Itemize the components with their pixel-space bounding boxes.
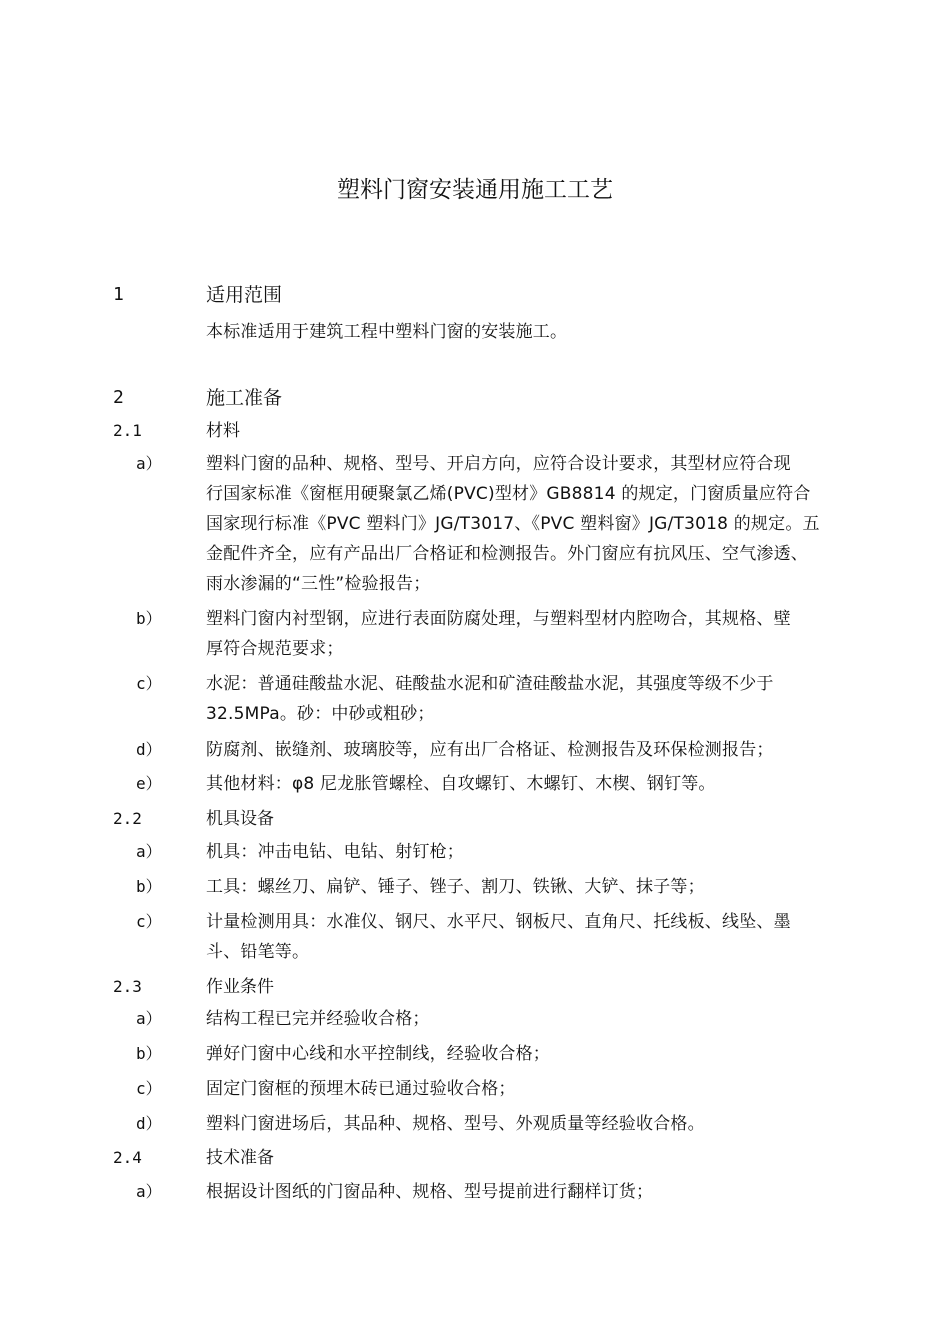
list-item-text (206, 769, 874, 799)
list-item-text (206, 1109, 874, 1139)
list-item-text (206, 1039, 874, 1069)
subsection-heading: 技术准备 (206, 1148, 274, 1168)
text-line: 弹好门窗中心线和水平控制线，经验收合格； (206, 1044, 550, 1064)
paragraph: 本标准适用于建筑工程中塑料门窗的安装施工。 (206, 322, 568, 342)
text-line: 雨水渗漏的“三性”检验报告； (206, 574, 431, 594)
subsection-number: 2.4 (113, 1148, 142, 1167)
text-line: 固定门窗框的预埋木砖已通过验收合格； (206, 1079, 516, 1099)
list-item-label: a） (136, 1182, 162, 1201)
text-line: 斗、铅笔等。 (206, 942, 310, 962)
list-item-text (206, 1177, 874, 1207)
text-line: 厚符合规范要求； (206, 639, 344, 659)
list-item-label: e） (136, 774, 162, 793)
section-number: 2 (113, 387, 124, 408)
list-item-label: a） (136, 1009, 162, 1028)
text-line: 国家现行标准《PVC 塑料门》JG/T3017、《PVC 塑料窗》JG/T3018 的规定。五 (206, 514, 820, 534)
section-heading: 施工准备 (206, 387, 283, 409)
list-item-label: d） (136, 1114, 162, 1133)
text-line: 机具：冲击电钻、电钻、射钉枪； (206, 842, 464, 862)
text-line: 塑料门窗的品种、规格、型号、开启方向，应符合设计要求，其型材应符合现 (206, 454, 791, 474)
subsection-heading: 机具设备 (206, 809, 274, 829)
list-item-text (206, 449, 874, 599)
subsection-number: 2.2 (113, 809, 142, 828)
list-item-text (206, 735, 874, 765)
list-item-text (206, 669, 874, 729)
list-item-label: c） (136, 674, 162, 693)
subsection-number: 2.1 (113, 421, 142, 440)
text-line: 其他材料：φ8 尼龙胀管螺栓、自攻螺钉、木螺钉、木楔、钢钉等。 (206, 774, 716, 794)
document-title: 塑料门窗安装通用施工工艺 (337, 177, 613, 203)
subsection-number: 2.3 (113, 977, 142, 996)
list-item-text (206, 1004, 874, 1034)
list-item-text (206, 907, 874, 967)
list-item-label: b） (136, 609, 162, 628)
text-line: 防腐剂、嵌缝剂、玻璃胶等，应有出厂合格证、检测报告及环保检测报告； (206, 740, 774, 760)
list-item-text (206, 1074, 874, 1104)
list-item-label: d） (136, 740, 162, 759)
subsection-heading: 作业条件 (206, 977, 274, 997)
subsection-heading: 材料 (206, 421, 240, 441)
text-line: 塑料门窗进场后，其品种、规格、型号、外观质量等经验收合格。 (206, 1114, 705, 1134)
text-line: 根据设计图纸的门窗品种、规格、型号提前进行翻样订货； (206, 1182, 654, 1202)
list-item-text (206, 837, 874, 867)
text-line: 行国家标准《窗框用硬聚氯乙烯(PVC)型材》GB8814 的规定，门窗质量应符合 (206, 484, 811, 504)
text-line: 工具：螺丝刀、扁铲、锤子、锉子、割刀、铁锹、大铲、抹子等； (206, 877, 705, 897)
text-line: 结构工程已完并经验收合格； (206, 1009, 430, 1029)
text-line: 计量检测用具：水准仪、钢尺、水平尺、钢板尺、直角尺、托线板、线坠、墨 (206, 912, 791, 932)
text-line: 金配件齐全，应有产品出厂合格证和检测报告。外门窗应有抗风压、空气渗透、 (206, 544, 808, 564)
list-item-label: a） (136, 454, 162, 473)
list-item-label: c） (136, 912, 162, 931)
list-item-text (206, 604, 874, 664)
section-number: 1 (113, 284, 124, 305)
text-line: 32.5MPa。砂：中砂或粗砂； (206, 704, 435, 724)
section-heading: 适用范围 (206, 284, 283, 306)
text-line: 水泥：普通硅酸盐水泥、硅酸盐水泥和矿渣硅酸盐水泥，其强度等级不少于 (206, 674, 774, 694)
text-line: 塑料门窗内衬型钢，应进行表面防腐处理，与塑料型材内腔吻合，其规格、壁 (206, 609, 791, 629)
list-item-label: a） (136, 842, 162, 861)
list-item-label: c） (136, 1079, 162, 1098)
list-item-text (206, 872, 874, 902)
list-item-label: b） (136, 877, 162, 896)
list-item-label: b） (136, 1044, 162, 1063)
